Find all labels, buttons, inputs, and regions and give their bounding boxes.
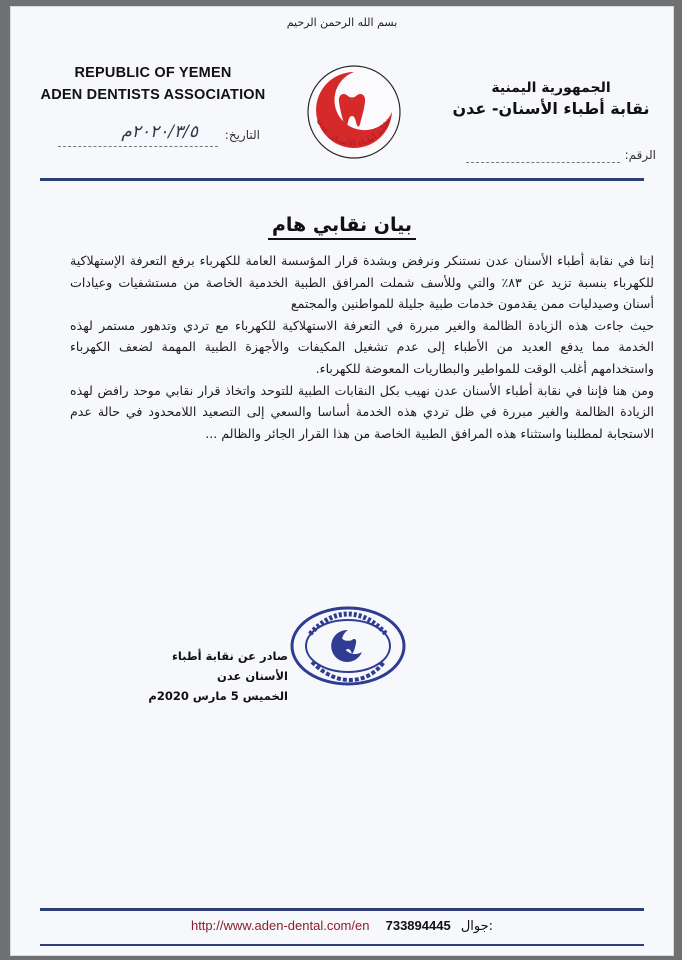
footer: [10, 918, 674, 934]
reference-label: الرقم:: [624, 148, 656, 162]
issuer-name: صادر عن نقابة أطباء الأسنان عدن: [171, 649, 288, 683]
date-underline: [58, 146, 218, 147]
arabic-letterhead: [446, 78, 656, 120]
statement-body: [70, 250, 654, 444]
paragraph-2: حيث جاءت هذه الزيادة الظالمة والغير مبررة في التعرفة الاستهلاكية للكهرباء مع تردي وتدهور مستمر لهذه الخدمة مما يدفع العديد من الأطباء إلى عدم تشغيل المكيفات والأجهزة الطبية المهمة لضعف الكهرباء واستخدامهم أغلب الوقت للمواطير والبطاريات المعوضة للكهرباء.: [70, 317, 654, 376]
statement-title: [10, 214, 674, 236]
letter-page: [10, 6, 674, 956]
date-field: [58, 118, 268, 148]
english-letterhead: [38, 62, 268, 106]
issue-date: الخميس 5 مارس 2020م: [148, 689, 288, 703]
issuer-block: [138, 646, 288, 706]
phone-label: جوال:: [460, 919, 494, 934]
reference-field: [456, 146, 656, 168]
paragraph-3: ومن هنا فإننا في نقابة أطباء الأسنان عدن نهيب بكل النقابات الطبية للتوحد واتخاذ قرار نقابي موحد رافض لهذه الزيادة الظالمة والغير مبررة في ظل تردي هذه الخدمة أساسا والسعي إلى التصعيد اللامحدود في حالة عدم الاستجابة لمطلبنا واستثناء هذه المرافق الطبية الخاصة من هذا القرار الجائر والظالم ...: [70, 382, 654, 441]
english-country: REPUBLIC OF YEMEN: [74, 65, 232, 81]
reference-underline: [466, 162, 620, 163]
official-stamp: [288, 604, 408, 688]
header-divider: [40, 178, 644, 181]
date-value: ٢٠٢٠/٣/٥م: [121, 122, 198, 142]
footer-bottom-rule: [40, 944, 644, 946]
footer-divider: [40, 908, 644, 911]
association-logo: [298, 58, 410, 170]
date-label: التاريخ:: [224, 128, 260, 142]
logo-ring-text: نقابة أطباء الأسنان عدن: [315, 116, 393, 148]
english-association: ADEN DENTISTS ASSOCIATION: [40, 87, 266, 103]
arabic-country: الجمهورية اليمنية: [491, 80, 611, 96]
basmala: بسم الله الرحمن الرحيم: [286, 16, 398, 29]
website-link[interactable]: http://www.aden-dental.com/en: [190, 918, 370, 933]
paragraph-1: إننا في نقابة أطباء الأسنان عدن نستنكر ونرفض وبشدة قرار المؤسسة العامة للكهرباء برفع التعرفة الإستهلاكية للكهرباء بنسبة تزيد عن ٨٣٪ والتي وللأسف شملت المرافق الطبية الخدمية الخاصة من مستشفيات وعيادات أسنان وصيدليات ممن يقدمون خدمات طبية جليلة للمواطنين والمجتمع: [70, 253, 654, 312]
arabic-association: نقابة أطباء الأسنان- عدن: [452, 99, 650, 118]
statement-title-text: بيان نقابي هام: [268, 214, 416, 240]
phone-number: 733894445: [385, 918, 451, 933]
